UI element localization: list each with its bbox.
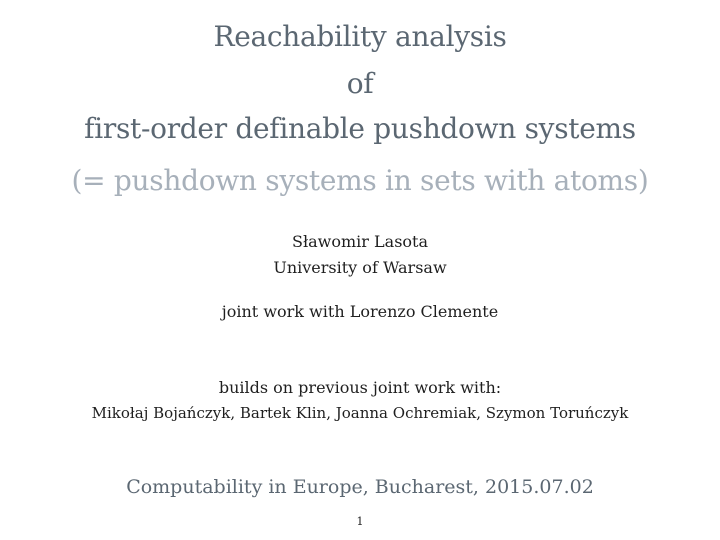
title-line-3: first-order definable pushdown systems: [84, 112, 636, 145]
conference-line: Computability in Europe, Bucharest, 2015.07.02: [126, 476, 594, 498]
joint-work-line: joint work with Lorenzo Clemente: [221, 302, 499, 321]
previous-work-names: Mikołaj Bojańczyk, Bartek Klin, Joanna Ochremiak, Szymon Toruńczyk: [91, 404, 629, 422]
page-number: 1: [356, 515, 364, 528]
title-line-1: Reachability analysis: [213, 20, 507, 53]
title-line-2: of: [346, 67, 374, 100]
author-name: Sławomir Lasota: [291, 232, 428, 251]
author-affiliation: University of Warsaw: [273, 258, 447, 277]
subtitle: (= pushdown systems in sets with atoms): [71, 164, 649, 197]
previous-work-intro: builds on previous joint work with:: [218, 378, 502, 397]
